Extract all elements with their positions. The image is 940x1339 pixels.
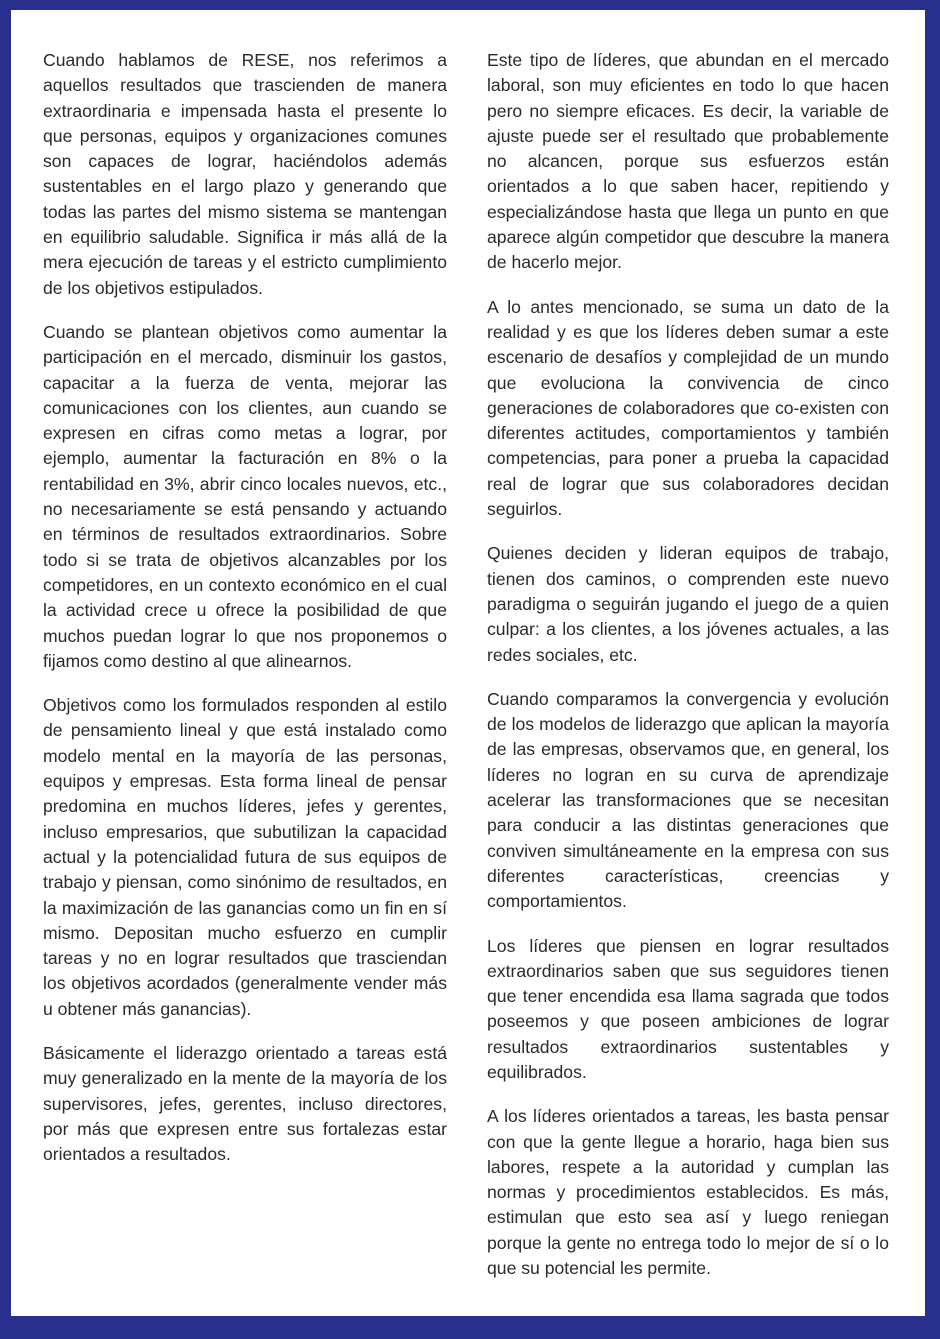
paragraph: Básicamente el liderazgo orientado a tareas está muy generalizado en la mente de la mayoría de los supervisores, jefes, gerentes, incluso directores, por más que expresen entre sus fortalezas estar orientados a resultados. xyxy=(43,1042,447,1165)
paragraph: Los líderes que piensen en lograr resultados extraordinarios saben que sus seguidores tienen que tener encendida esa llama sagrada que todos poseemos y que poseen ambiciones de lograr resultados extraordinarios sustentables y equilibrados. xyxy=(487,935,889,1082)
right-column xyxy=(487,48,889,1300)
paragraph: A lo antes mencionado, se suma un dato de la realidad y es que los líderes deben sumar a este escenario de desafíos y complejidad de un mundo que evoluciona la convivencia de cinco generaciones de colaboradores que co-existen con diferentes actitudes, comportamientos y también competencias, para poner a prueba la capacidad real de lograr que sus colaboradores decidan seguirlos. xyxy=(487,296,889,520)
paragraph: Este tipo de líderes, que abundan en el mercado laboral, son muy eficientes en todo lo que hacen pero no siempre eficaces. Es decir, la variable de ajuste puede ser el resultado que probablemente no alcancen, porque sus esfuerzos están orientados a lo que saben hacer, repitiendo y especializándose hasta que llega un punto en que aparece algún competidor que descubre la manera de hacerlo mejor. xyxy=(487,50,889,273)
left-column xyxy=(43,48,447,1186)
paragraph: Objetivos como los formulados responden al estilo de pensamiento lineal y que está instalado como modelo mental en la mayoría de las personas, equipos y empresas. Esta forma lineal de pensar predomina en muchos líderes, jefes y gerentes, incluso empresarios, que subutilizan la capacidad actual y la potencialidad futura de sus equipos de trabajo y piensan, como sinónimo de resultados, en la maximización de las ganancias como un fin en sí mismo. Depositan mucho esfuerzo en cumplir tareas y no en lograr resultados que trasciendan los objetivos acordados (generalmente vender más u obtener más ganancias). xyxy=(43,695,447,1019)
paragraph: Cuando comparamos la convergencia y evolución de los modelos de liderazgo que aplican la mayoría de las empresas, observamos que, en general, los líderes no logran en su curva de aprendizaje acelerar las transformaciones que se necesitan para conducir a las distintas generaciones que conviven simultáneamente en la empresa con sus diferentes características, creencias y comportamientos. xyxy=(487,688,889,912)
paragraph: A los líderes orientados a tareas, les basta pensar con que la gente llegue a horario, haga bien sus labores, respete a la autoridad y cumplan las normas y procedimientos establecidos. Es más, estimulan que esto sea así y luego reniegan porque la gente no entrega todo lo mejor de sí o lo que su potencial les permite. xyxy=(487,1106,889,1279)
paragraph: Quienes deciden y lideran equipos de trabajo, tienen dos caminos, o comprenden este nuevo paradigma o seguirán jugando el juego de a quien culpar: a los clientes, a los jóvenes actuales, a las redes sociales, etc. xyxy=(487,543,889,665)
paragraph: Cuando se plantean objetivos como aumentar la participación en el mercado, disminuir los gastos, capacitar a la fuerza de venta, mejorar las comunicaciones con los clientes, aun cuando se expresen en cifras como metas a lograr, por ejemplo, aumentar la facturación en 8% o la rentabilidad en 3%, abrir cinco locales nuevos, etc., no necesariamente se está pensando y actuando en términos de resultados extraordinarios. Sobre todo si se trata de objetivos alcanzables por los competidores, en un contexto económico en el cual la actividad crece u ofrece la posibilidad de que muchos puedan lograr lo que nos proponemos o fijamos como destino al que alinearnos. xyxy=(43,321,447,671)
paragraph: Cuando hablamos de RESE, nos referimos a aquellos resultados que trascienden de manera extraordinaria e impensada hasta el presente lo que personas, equipos y organizaciones comunes son capaces de lograr, haciéndolos además sustentables en el largo plazo y generando que todas las partes del mismo sistema se mantengan en equilibrio saludable. Significa ir más allá de la mera ejecución de tareas y el estricto cumplimiento de los objetivos estipulados. xyxy=(43,50,447,298)
page-frame xyxy=(11,10,925,1316)
